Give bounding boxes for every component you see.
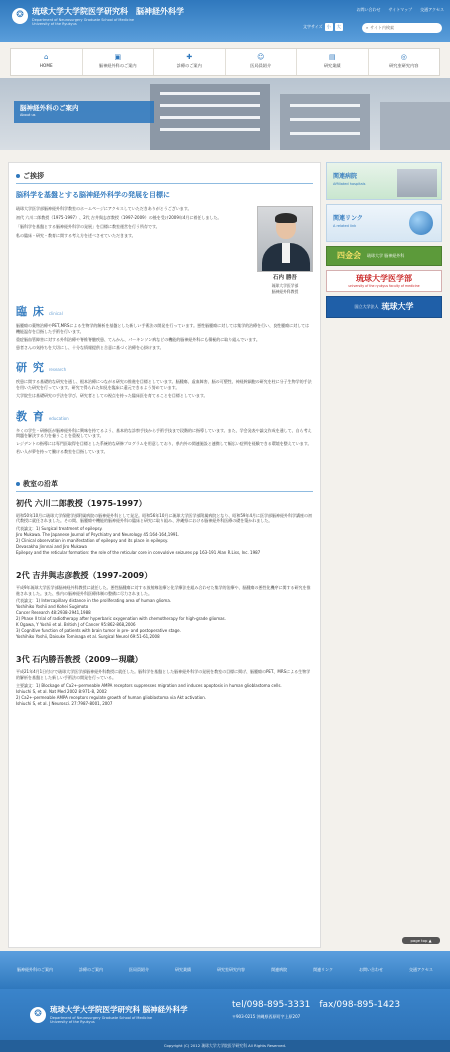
nav-item-staff[interactable] <box>226 49 298 75</box>
history-third-title: 3代 石内勝吾教授（2009ー現職） <box>16 655 143 665</box>
sidebar-banner-medical-faculty[interactable] <box>326 270 442 292</box>
clinical-title-en: clinical <box>48 311 63 317</box>
sidebar-banner-shikai[interactable] <box>326 246 442 266</box>
history-heading <box>16 479 313 492</box>
nav-item-home[interactable] <box>11 49 83 75</box>
education-paragraph: 多くの学生・研修医が脳神経外科に興味を持てるよう、基本的な診察手技から手術手技まで段階的に指導しています。また、学会発表や論文作成を通して、自ら考え問題を解決する力を養うことを重視しています。 <box>16 427 312 439</box>
research-title: 研 究 <box>16 361 45 375</box>
greeting-text <box>16 206 251 294</box>
nav-item-label: 研究業績 <box>323 63 341 69</box>
reference-line: 代表論文：1) Intercapillary distance in the proliferating area of human glioma. <box>16 598 172 604</box>
history-first-body <box>16 513 313 525</box>
top-link-sitemap[interactable]: サイトマップ <box>388 7 413 12</box>
banner-subtitle: A related link <box>333 224 357 228</box>
building-window <box>160 128 260 131</box>
history-first-refs <box>16 526 313 556</box>
top-link-contact[interactable]: お問い合わせ <box>356 7 381 12</box>
footer-link[interactable]: 診療のご案内 <box>79 967 104 972</box>
nav-item-clinical[interactable] <box>154 49 226 75</box>
clinical-paragraph: 脳腫瘍の薬物治療やPET,MRSによる生物学的解析を基盤とした新しい手術法の開発を行っています。悪性脳腫瘍に対しては集学的治療を行い、良性腫瘍に対しては機能温存を目指した手術を行います。 <box>16 323 310 334</box>
top-links <box>357 7 444 13</box>
nav-item-label: 医局員紹介 <box>250 63 272 69</box>
history-third-refs <box>16 683 313 707</box>
reference-line: Yoshihiko Yoshii and Kohei Sugimoto <box>16 604 89 610</box>
history-second-body <box>16 585 313 597</box>
footer-subtitle-en: Department of Neurosurgery Graduate School of Medicine <box>50 1015 153 1020</box>
professor-title: 脳神経外科教授 <box>271 288 299 294</box>
history-paragraph: 平成21年4月1日付けで琉球大学医学部脳神経外科教授に就任した。脳科学を基盤とした脳神経外科学の発展を教室の目標に掲げ、脳腫瘍のPET、MRSによる生物学的解析を基盤とした新しい手術法の開発を行っている。 <box>16 668 311 680</box>
greeting-paragraph: 「脳科学を基盤とする脳神経外科学の発展」を目標に教室運営を行う所存です。 <box>16 223 160 229</box>
font-size-label: 文字サイズ <box>303 24 323 30</box>
education-title-en: education <box>48 415 69 421</box>
research-paragraph: 疾患に関する基礎的な研究を通し、根本治療につながる研究の推進を目標としています。脳腫瘍、虚血障害、脳の可塑性、神経幹細胞の研究を柱に分子生物学的手法を用いた研究を行っています。研究で得られた知見を臨床に還元できるよう努めています。 <box>16 379 312 391</box>
reference-line: 2) Phase II trial of radiotherapy after hyperbaric oxygenation with chemotherapy for high-grade gliomas. <box>16 616 226 622</box>
sidebar-banner-links[interactable] <box>326 204 442 242</box>
people-icon: ☺ <box>257 53 265 62</box>
footer-link[interactable]: お問い合わせ <box>359 967 384 972</box>
footer-subtitle-university: University of the Ryukyus <box>50 1020 95 1025</box>
professor-profile <box>257 206 313 294</box>
footer-link[interactable]: 脳神経外科のご案内 <box>17 967 53 972</box>
history-third-body <box>16 669 313 681</box>
reference-line: Yoshihiko Yoshii, Daisuke Tominaga et al. Surgical Neurol 69:51-61,2008 <box>16 634 160 640</box>
site-subtitle-university: University of the Ryukyus <box>32 21 77 26</box>
reference-line: 代表論文：1) Surgical treatment of epilepsy. <box>16 526 103 532</box>
footer-title: 琉球大学大学院医学研究科 脳神経外科学 <box>50 1005 188 1014</box>
professor-affiliation: 琉球大学医学部 <box>271 283 299 289</box>
info-icon: ▣ <box>114 53 122 62</box>
education-heading <box>16 409 313 425</box>
banner-subtitle: 琉球大学 脳神経外科 <box>367 253 405 259</box>
search-icon: ⌕ <box>366 25 369 31</box>
footer-logo[interactable] <box>30 1005 188 1024</box>
footer-link[interactable]: 関連リンク <box>313 967 334 972</box>
book-icon: ▤ <box>328 53 336 62</box>
history-paragraph: 平成9年琉球大学医学部脳神経外科教授に就任した。悪性脳腫瘍に対する放射線治療と化学療法を組み合わせた集学的治療や、脳腫瘍の悪性化機序に関する研究を推進されました。また、県内の脳神経外科医療体制の整備に尽力されました。 <box>16 584 311 596</box>
top-link-access[interactable]: 交通アクセス <box>420 7 444 12</box>
research-text <box>16 379 313 398</box>
reference-line: K Ogawa, Y Yoshii et al. British J of Cancer 95:862-868,2006 <box>16 622 136 628</box>
greeting-paragraph: 私の臨床・研究・教育に関する考え方を述べさせていただきます。 <box>16 232 136 238</box>
nav-item-research[interactable] <box>369 49 440 75</box>
nav-item-label: HOME <box>39 63 53 69</box>
bullet-icon <box>16 482 20 486</box>
search-placeholder: サイト内検索 <box>370 25 394 31</box>
reference-line: Devasakha Jinnnai and Jiro Mukawa <box>16 544 87 550</box>
sidebar-banner-university[interactable] <box>326 296 442 318</box>
footer-phone: tel/098-895-3331 fax/098-895-1423 <box>232 1000 401 1010</box>
page-title-en: About us <box>20 113 36 118</box>
footer-contact <box>232 999 400 1020</box>
building-window <box>290 118 360 121</box>
greeting-heading <box>16 171 313 184</box>
building-window <box>160 116 260 119</box>
globe-icon <box>409 211 433 235</box>
site-logo[interactable] <box>12 6 184 26</box>
history-second-title: 2代 吉井與志彦教授（1997-2009） <box>16 571 153 581</box>
greeting-paragraph: 琉球大学医学部脳神経外科学教室のホームページにアクセスしていただきありがとうございます。 <box>16 206 192 212</box>
site-subtitle-en: Department of Neurosurgery Graduate School of Medicine <box>32 17 135 22</box>
clinical-paragraph: 患者さんの気持ちを大切にし、十分な情報提供と合意に基づく治療を心掛けます。 <box>16 344 164 350</box>
nav-item-label: 脳神経外科のご案内 <box>98 63 137 69</box>
history-first-title: 初代 六川二郎教授（1975-1997） <box>16 498 147 508</box>
page-top-button[interactable]: page top ▲ <box>402 937 440 944</box>
banner-subtitle: Affiliated hospitals <box>333 182 366 186</box>
reference-line: Jiro Mukawa. The Japanese Journal of Psychiatry and Neurology 45:164-164,1991. <box>16 532 180 538</box>
professor-name: 石内 勝吾 <box>273 275 297 282</box>
building-image <box>380 102 450 150</box>
building-window <box>160 92 260 95</box>
education-title: 教 育 <box>16 409 45 423</box>
greeting-paragraph: 初代 六川二郎教授（1975-1997）、2代 吉井與志彦教授（1997-2009）の後を受け2009年4月に着任しました。 <box>16 215 222 221</box>
clinical-text <box>16 323 313 350</box>
nav-item-label: 診療のご案内 <box>176 63 202 69</box>
reference-line: Cancer Research 48:2938-2941,1988 <box>16 610 91 616</box>
page-title-banner <box>14 101 154 123</box>
global-nav <box>10 48 440 76</box>
education-text <box>16 428 313 455</box>
footer-link[interactable]: 関連病院 <box>271 967 288 972</box>
professor-photo <box>257 206 313 272</box>
footer-address: 〒903-0215 沖縄県西原町字上原207 <box>232 1014 301 1020</box>
university-emblem-icon: ❂ <box>12 8 28 24</box>
research-paragraph: 大学院生は基礎研究の手法を学び、研究者としての視点を持った臨床医を育てることを目標としています。 <box>16 392 208 398</box>
university-emblem-icon: ❂ <box>30 1007 46 1023</box>
section-title: 教室の沿革 <box>23 479 58 488</box>
building-window <box>160 104 260 107</box>
reference-line: 3) Cognitive function of patients with brain tumor in pre- and postoperative stage. <box>16 628 181 634</box>
reference-line: Epilepsy and the reticular formation: the role of the reticular core in convulsive seizures pp 163-191 Alan R.Liss, Inc. 1987 <box>16 550 261 556</box>
footer-link[interactable]: 交通アクセス <box>409 967 433 972</box>
banner-title: 関連リンク <box>333 215 363 222</box>
banner-title: 関連病院 <box>333 173 358 180</box>
search-input[interactable] <box>362 23 442 33</box>
font-size-control <box>303 23 343 31</box>
nav-item-about[interactable] <box>83 49 155 75</box>
bullet-icon <box>16 174 20 178</box>
research-title-en: research <box>48 367 67 373</box>
font-large-button[interactable]: 大 <box>336 24 341 30</box>
banner-title: 琉球大学 <box>381 302 414 312</box>
medical-icon: ✚ <box>186 53 193 62</box>
main-content <box>8 162 321 948</box>
building-window <box>290 132 360 135</box>
building-image <box>280 94 370 150</box>
clinical-heading <box>16 304 313 320</box>
footer-nav <box>0 951 450 989</box>
banner-title: 琉球大学医学部 <box>356 273 412 283</box>
site-header <box>0 0 450 42</box>
font-small-button[interactable]: 小 <box>326 24 331 30</box>
education-paragraph: 若い人が夢を持って働ける教室を目指しています。 <box>16 449 108 455</box>
footer-link[interactable]: 研究室研究内容 <box>217 967 246 972</box>
clinical-paragraph: 重症脳血管障害に対する外科治療や脊椎脊髄疾患、てんかん、パーキンソン病などの機能的脳神経外科にも積極的に取り組んでいます。 <box>16 336 260 342</box>
banner-subtitle: university of the ryukyus faculty of medicine <box>348 284 420 289</box>
greeting-title: 脳科学を基盤とする脳神経外科学の発展を目標に <box>16 191 170 200</box>
home-icon: ⌂ <box>44 53 49 62</box>
microscope-icon: ◎ <box>400 53 407 62</box>
footer-link[interactable]: 医局員紹介 <box>129 967 150 972</box>
reference-line: 2) Ca2+-permeable AMPA receptors regulate growth of human glioblastoma via Akt activation. <box>16 694 207 700</box>
footer-link[interactable]: 研究業績 <box>175 967 192 972</box>
page-title: 脳神経外科のご案内 <box>20 104 79 112</box>
banner-subtitle: 国立大学法人 <box>354 304 379 310</box>
nav-item-achievements[interactable] <box>297 49 369 75</box>
sidebar <box>326 162 442 322</box>
education-paragraph: レジデントの指導には専門医取得を目標とした系統的な研修プログラムを用意しており、県内外の関連施設と連携して幅広い症例を経験できる環境を整えています。 <box>16 441 312 447</box>
hospital-image <box>397 169 437 197</box>
sidebar-banner-hospitals[interactable] <box>326 162 442 200</box>
history-second-refs <box>16 598 313 640</box>
research-heading <box>16 360 313 376</box>
reference-line: 2) Clinical observation in manifestation of epilepsy and its place in epilepsy. <box>16 538 169 544</box>
banner-title: 四金会 <box>337 251 361 261</box>
site-footer <box>0 989 450 1040</box>
greeting-block <box>16 206 313 294</box>
copyright: Copyright (C) 2012 琉球大学大学院医学研究科 All Rights Reserved. <box>0 1040 450 1052</box>
nav-item-label: 研究室研究内容 <box>389 63 419 69</box>
building-window <box>290 104 360 107</box>
reference-line: Ishiuchi S, et al. J Neurosci. 27:7987-8001, 2007 <box>16 700 113 706</box>
reference-line: 主要論文：1) Blockage of Ca2+-permeable AMPA receptors suppresses migration and induces apoptosis in human glioblastoma cells. <box>16 682 282 688</box>
history-paragraph: 昭和50年10月に琉球大学保健学部附属病院の脳神経外科として発足。昭和56年10月に琉球大学医学部附属病院となり、昭和59年4月に医学部脳神経外科学講座の初代教授に就任されました。その間、脳腫瘍や機能的脳神経外科の臨床と研究に取り組み、沖縄県における脳神経外科医療の礎を築かれました。 <box>16 512 312 524</box>
site-title: 琉球大学大学院医学研究科 脳神経外科学 <box>32 7 184 16</box>
reference-line: Ishiuchi S, et al. Nat Med 2002 8:971-8, 2002 <box>16 688 107 694</box>
section-title: ご挨拶 <box>23 172 44 180</box>
clinical-title: 臨 床 <box>16 305 45 319</box>
